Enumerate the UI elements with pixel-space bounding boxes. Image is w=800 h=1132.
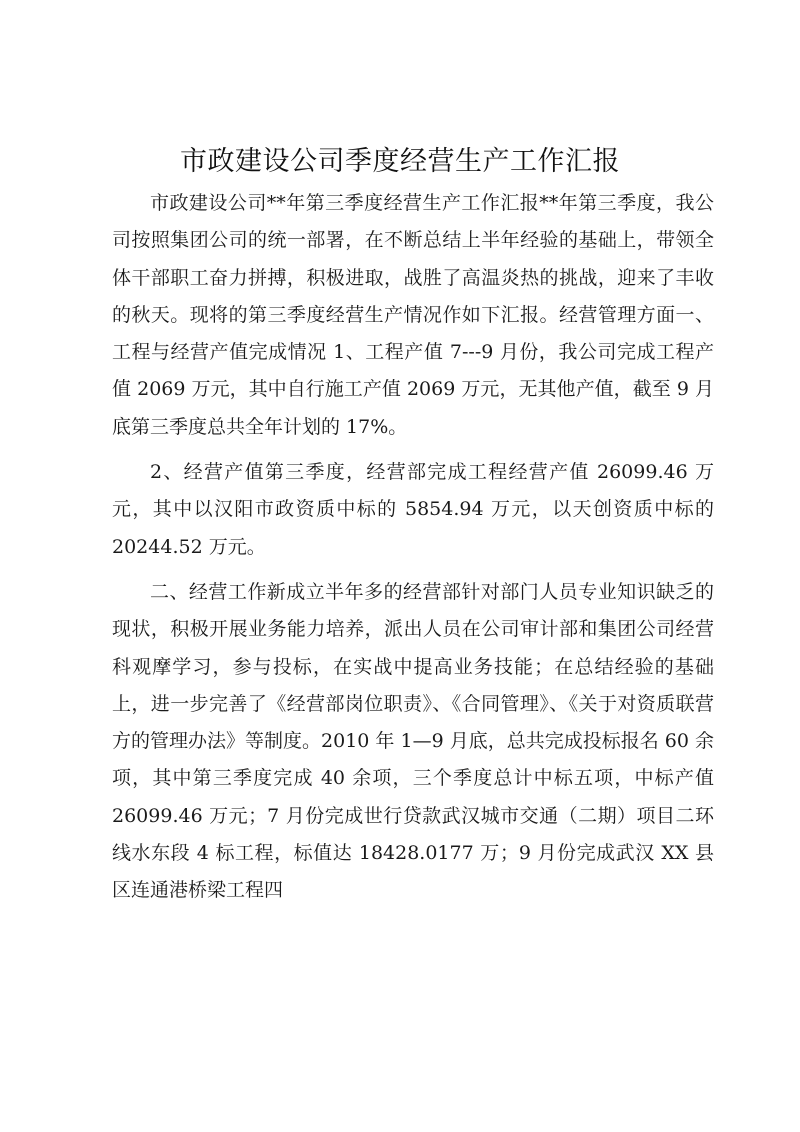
document-body bbox=[112, 185, 714, 918]
document-title: 市政建设公司季度经营生产工作汇报 bbox=[180, 146, 620, 177]
paragraph-3: 二、经营工作新成立半年多的经营部针对部门人员专业知识缺乏的现状，积极开展业务能力培养，派出人员在公司审计部和集团公司经营科观摩学习，参与投标，在实战中提高业务技能；在总结经验的基础上，进一步完善了《经营部岗位职责》、《合同管理》、《关于对资质联营方的管理办法》等制度。2010 年 1—9 月底，总共完成投标报名 60 余项，其中第三季度完成 40 余项，三个季度总计中标五项，中标产值 26099.46 万元；7 月份完成世行贷款武汉城市交通（二期）项目二环线水东段 4 标工程，标值达 18428.0177 万；9 月份完成武汉 XX 县区连通港桥梁工程四 bbox=[112, 580, 715, 902]
paragraph-2: 2、经营产值第三季度，经营部完成工程经营产值 26099.46 万元，其中以汉阳市政资质中标的 5854.94 万元，以天创资质中标的 20244.52 万元。 bbox=[112, 461, 714, 558]
paragraph-1: 市政建设公司**年第三季度经营生产工作汇报**年第三季度，我公司按照集团公司的统一部署，在不断总结上半年经验的基础上，带领全体干部职工奋力拼搏，积极进取，战胜了高温炎热的挑战，迎来了丰收的秋天。现将的第三季度经营生产情况作如下汇报。经营管理方面一、工程与经营产值完成情况 1、工程产值 7---9 月份，我公司完成工程产值 2069 万元，其中自行施工产值 2069 万元，无其他产值，截至 9 月底第三季度总共全年计划的 17%。 bbox=[112, 192, 714, 438]
